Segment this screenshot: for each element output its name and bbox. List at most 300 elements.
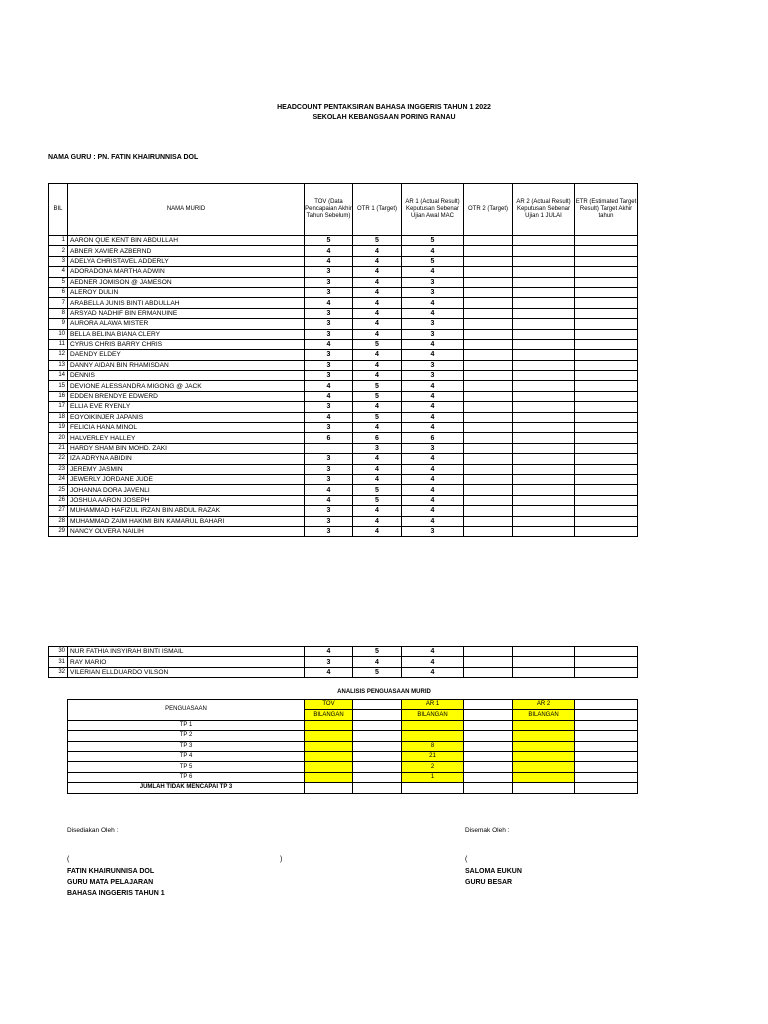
col-etr: ETR (Estimated Target Result) Target Akhir tahun	[575, 184, 638, 236]
student-name: CYRUS CHRIS BARRY CHRIS	[68, 339, 305, 349]
analysis-row	[68, 772, 638, 782]
table-row	[49, 329, 638, 339]
table-row	[49, 236, 638, 246]
otr1-score: 4	[353, 298, 402, 308]
tov-extra	[353, 741, 402, 751]
ar2-score	[513, 474, 575, 484]
col-nama: NAMA MURID	[68, 184, 305, 236]
row-number: 24	[49, 474, 68, 484]
row-number: 31	[49, 657, 68, 667]
ar1-score: 4	[402, 464, 464, 474]
ar2-score	[513, 485, 575, 495]
ar2-extra	[575, 751, 638, 761]
etr-score	[575, 657, 638, 667]
student-name: BELLA BELINA BIANA CLERY	[68, 329, 305, 339]
ar2-score	[513, 256, 575, 266]
otr2-score	[464, 474, 513, 484]
ar1-score: 5	[402, 256, 464, 266]
ar1-score: 3	[402, 360, 464, 370]
ar1-score: 4	[402, 402, 464, 412]
preparer-subject: BAHASA INGGERIS TAHUN 1	[67, 890, 165, 897]
ar2-score	[513, 381, 575, 391]
student-name: ELLIA EVE RYENLY	[68, 402, 305, 412]
ar1-extra	[464, 772, 513, 782]
otr2-score	[464, 485, 513, 495]
tp-label: TP 6	[68, 772, 305, 782]
ar1-score: 6	[402, 433, 464, 443]
otr1-score: 3	[353, 443, 402, 453]
tov-score: 6	[305, 433, 353, 443]
ar1-score: 5	[402, 236, 464, 246]
ar2-score	[513, 526, 575, 536]
ar1-score: 4	[402, 485, 464, 495]
otr2-score	[464, 443, 513, 453]
tov-score: 3	[305, 516, 353, 526]
tov-score: 3	[305, 267, 353, 277]
etr-score	[575, 412, 638, 422]
tp-label: TP 3	[68, 741, 305, 751]
etr-score	[575, 381, 638, 391]
row-number: 16	[49, 391, 68, 401]
ar2-score	[513, 402, 575, 412]
otr1-score: 5	[353, 667, 402, 677]
otr1-score: 4	[353, 256, 402, 266]
student-name: MUHAMMAD ZAIM HAKIMI BIN KAMARUL BAHARI	[68, 516, 305, 526]
ar1-score: 3	[402, 371, 464, 381]
document-title: HEADCOUNT PENTAKSIRAN BAHASA INGGERIS TAHUN 1 2022	[277, 104, 491, 111]
analysis-row	[68, 731, 638, 741]
bilangan-label: BILANGAN	[402, 710, 464, 720]
student-name: DAENDY ELDEY	[68, 350, 305, 360]
otr1-score: 5	[353, 647, 402, 657]
school-name: SEKOLAH KEBANGSAAN PORING RANAU	[312, 114, 456, 121]
table-row	[49, 267, 638, 277]
student-name: EOYOIKINJER JAPANIS	[68, 412, 305, 422]
otr2-score	[464, 329, 513, 339]
student-name: JEREMY JASMIN	[68, 464, 305, 474]
ar2-score	[513, 423, 575, 433]
analysis-row	[68, 751, 638, 761]
col-ar2: AR 2 (Actual Result) Keputusan Sebenar Ujian 1 JULAI	[513, 184, 575, 236]
otr2-score	[464, 423, 513, 433]
otr1-score: 4	[353, 423, 402, 433]
row-number: 27	[49, 506, 68, 516]
otr1-score: 5	[353, 339, 402, 349]
ar2-score	[513, 298, 575, 308]
etr-score	[575, 485, 638, 495]
tov-score: 3	[305, 308, 353, 318]
ar2-score	[513, 339, 575, 349]
tov-count	[305, 741, 353, 751]
tp-label: TP 5	[68, 762, 305, 772]
penguasaan-header: PENGUASAAN	[68, 700, 305, 721]
otr2-score	[464, 350, 513, 360]
row-number: 30	[49, 647, 68, 657]
etr-score	[575, 308, 638, 318]
student-name: HALVERLEY HALLEY	[68, 433, 305, 443]
etr-score	[575, 647, 638, 657]
ar1-score: 4	[402, 381, 464, 391]
row-number: 4	[49, 267, 68, 277]
etr-score	[575, 516, 638, 526]
ar2-score	[513, 308, 575, 318]
row-number: 22	[49, 454, 68, 464]
open-paren: (	[465, 856, 468, 863]
etr-score	[575, 371, 638, 381]
ar1-score: 4	[402, 412, 464, 422]
tov-score: 4	[305, 246, 353, 256]
otr1-score: 4	[353, 267, 402, 277]
students-table-continued	[48, 646, 638, 678]
student-name: VILERIAN ELLDUARDO VILSON	[68, 667, 305, 677]
otr2-score	[464, 371, 513, 381]
otr1-score: 5	[353, 485, 402, 495]
ar1-count: 1	[402, 772, 464, 782]
table-row	[49, 526, 638, 536]
student-name: DENNIS	[68, 371, 305, 381]
tov-extra	[353, 762, 402, 772]
tov-count	[305, 731, 353, 741]
row-number: 21	[49, 443, 68, 453]
ar2-score	[513, 506, 575, 516]
otr1-score: 4	[353, 454, 402, 464]
table-row	[49, 308, 638, 318]
tov-count	[305, 720, 353, 730]
ar2-extra	[575, 731, 638, 741]
otr2-score	[464, 381, 513, 391]
ar1-score: 3	[402, 319, 464, 329]
col-bil: BIL	[49, 184, 68, 236]
ar1-score: 4	[402, 474, 464, 484]
table-row	[49, 464, 638, 474]
otr1-score: 4	[353, 329, 402, 339]
ar1-score: 4	[402, 339, 464, 349]
ar2-extra	[575, 762, 638, 772]
table-row	[49, 371, 638, 381]
tov-score: 3	[305, 423, 353, 433]
table-row	[49, 277, 638, 287]
otr2-score	[464, 433, 513, 443]
otr2-score	[464, 319, 513, 329]
tov-score: 3	[305, 277, 353, 287]
bilangan-label: BILANGAN	[513, 710, 575, 720]
ar2-extra	[575, 772, 638, 782]
student-name: RAY MARIO	[68, 657, 305, 667]
tov-count	[305, 762, 353, 772]
col-otr2: OTR 2 (Target)	[464, 184, 513, 236]
otr1-score: 5	[353, 495, 402, 505]
checked-by-label: Disemak Oleh :	[465, 827, 510, 834]
otr1-score: 4	[353, 277, 402, 287]
otr2-score	[464, 454, 513, 464]
tov-score	[305, 443, 353, 453]
otr1-score: 5	[353, 412, 402, 422]
otr1-score: 5	[353, 381, 402, 391]
tov-score: 4	[305, 256, 353, 266]
analysis-table	[67, 699, 638, 794]
ar1-extra	[464, 720, 513, 730]
checker-name: SALOMA EUKUN	[465, 868, 522, 875]
ar2-score	[513, 433, 575, 443]
otr1-score: 6	[353, 433, 402, 443]
otr1-score: 4	[353, 657, 402, 667]
etr-score	[575, 287, 638, 297]
student-name: ARABELLA JUNIS BINTI ABDULLAH	[68, 298, 305, 308]
otr2-score	[464, 647, 513, 657]
tov-score: 4	[305, 339, 353, 349]
otr2-score	[464, 308, 513, 318]
student-name: IZA ADRYNA ABIDIN	[68, 454, 305, 464]
preparer-name: FATIN KHAIRUNNISA DOL	[67, 868, 155, 875]
student-name: EDDEN BRENDYE EDWERD	[68, 391, 305, 401]
row-number: 32	[49, 667, 68, 677]
otr2-score	[464, 360, 513, 370]
row-number: 9	[49, 319, 68, 329]
ar2-score	[513, 443, 575, 453]
etr-score	[575, 246, 638, 256]
etr-score	[575, 667, 638, 677]
otr1-score: 4	[353, 402, 402, 412]
tov-score: 4	[305, 647, 353, 657]
otr2-score	[464, 412, 513, 422]
ar2-score	[513, 287, 575, 297]
ar1-score: 3	[402, 443, 464, 453]
tov-score: 3	[305, 657, 353, 667]
ar1-score: 4	[402, 647, 464, 657]
otr1-score: 4	[353, 246, 402, 256]
student-name: AEDNER JOMISON @ JAMESON	[68, 277, 305, 287]
student-name: JOHANNA DORA JAVENLI	[68, 485, 305, 495]
ar2-count	[513, 751, 575, 761]
tov-score: 4	[305, 485, 353, 495]
ar1-count	[402, 731, 464, 741]
row-number: 17	[49, 402, 68, 412]
table-row	[49, 339, 638, 349]
student-name: AARON QUE KENT BIN ABDULLAH	[68, 236, 305, 246]
otr1-score: 4	[353, 360, 402, 370]
row-number: 15	[49, 381, 68, 391]
otr1-score: 5	[353, 391, 402, 401]
table-row	[49, 454, 638, 464]
etr-score	[575, 277, 638, 287]
otr1-score: 4	[353, 308, 402, 318]
ar1-score: 4	[402, 516, 464, 526]
row-number: 6	[49, 287, 68, 297]
analysis-ar1-header: AR 1	[402, 700, 464, 710]
tov-count	[305, 751, 353, 761]
tov-score: 3	[305, 506, 353, 516]
row-number: 14	[49, 371, 68, 381]
total-cell	[513, 783, 575, 793]
otr1-score: 4	[353, 319, 402, 329]
ar2-count	[513, 720, 575, 730]
table-row	[49, 495, 638, 505]
otr1-score: 4	[353, 350, 402, 360]
ar1-extra	[464, 731, 513, 741]
ar2-score	[513, 667, 575, 677]
etr-score	[575, 319, 638, 329]
row-number: 19	[49, 423, 68, 433]
student-name: NANCY OLVERA NAILIH	[68, 526, 305, 536]
teacher-name: NAMA GURU : PN. FATIN KHAIRUNNISA DOL	[48, 154, 199, 161]
table-row	[49, 298, 638, 308]
tov-score: 3	[305, 329, 353, 339]
otr2-score	[464, 657, 513, 667]
etr-score	[575, 339, 638, 349]
ar2-count	[513, 762, 575, 772]
otr2-score	[464, 464, 513, 474]
ar1-score: 4	[402, 246, 464, 256]
analysis-total-row	[68, 783, 638, 793]
analysis-row	[68, 762, 638, 772]
row-number: 18	[49, 412, 68, 422]
table-row	[49, 474, 638, 484]
table-row	[49, 402, 638, 412]
tp-label: TP 2	[68, 731, 305, 741]
tov-extra	[353, 720, 402, 730]
student-name: DANNY AIDAN BIN RHAMISDAN	[68, 360, 305, 370]
etr-score	[575, 443, 638, 453]
otr2-score	[464, 246, 513, 256]
tov-extra	[353, 772, 402, 782]
tov-score: 4	[305, 381, 353, 391]
etr-score	[575, 474, 638, 484]
tov-score: 4	[305, 667, 353, 677]
otr1-score: 4	[353, 371, 402, 381]
tp-label: TP 4	[68, 751, 305, 761]
row-number: 7	[49, 298, 68, 308]
otr1-score: 5	[353, 236, 402, 246]
otr2-score	[464, 236, 513, 246]
etr-score	[575, 454, 638, 464]
otr1-score: 4	[353, 464, 402, 474]
ar2-score	[513, 454, 575, 464]
ar1-score: 4	[402, 506, 464, 516]
row-number: 26	[49, 495, 68, 505]
bilangan-label: BILANGAN	[305, 710, 353, 720]
otr1-score: 4	[353, 287, 402, 297]
ar1-count	[402, 720, 464, 730]
table-row	[49, 381, 638, 391]
preparer-role: GURU MATA PELAJARAN	[67, 879, 154, 886]
row-number: 13	[49, 360, 68, 370]
etr-score	[575, 433, 638, 443]
open-paren: (	[67, 856, 70, 863]
ar2-score	[513, 647, 575, 657]
ar1-score: 4	[402, 267, 464, 277]
otr2-score	[464, 267, 513, 277]
ar2-score	[513, 277, 575, 287]
tov-score: 3	[305, 402, 353, 412]
ar1-score: 3	[402, 277, 464, 287]
etr-score	[575, 464, 638, 474]
etr-score	[575, 350, 638, 360]
table-row	[49, 350, 638, 360]
ar1-extra	[464, 741, 513, 751]
tov-score: 3	[305, 350, 353, 360]
row-number: 12	[49, 350, 68, 360]
ar1-score: 4	[402, 454, 464, 464]
total-cell	[402, 783, 464, 793]
col-ar1: AR 1 (Actual Result) Keputusan Sebenar Ujian Awal MAC	[402, 184, 464, 236]
ar1-score: 3	[402, 287, 464, 297]
otr2-score	[464, 516, 513, 526]
ar2-score	[513, 329, 575, 339]
etr-score	[575, 360, 638, 370]
student-name: HARDY SHAM BIN MOHD. ZAKI	[68, 443, 305, 453]
table-row	[49, 360, 638, 370]
student-name: AURORA ALAWA MISTER	[68, 319, 305, 329]
analysis-title: ANALISIS PENGUASAAN MURID	[337, 689, 431, 695]
ar2-score	[513, 350, 575, 360]
otr1-score: 4	[353, 474, 402, 484]
etr-score	[575, 402, 638, 412]
ar1-score: 4	[402, 495, 464, 505]
row-number: 1	[49, 236, 68, 246]
etr-score	[575, 256, 638, 266]
table-row	[49, 423, 638, 433]
tov-score: 4	[305, 412, 353, 422]
etr-score	[575, 506, 638, 516]
student-name: DEVIONE ALESSANDRA MIGONG @ JACK	[68, 381, 305, 391]
ar2-score	[513, 464, 575, 474]
table-row	[49, 287, 638, 297]
table-row	[49, 412, 638, 422]
ar1-count: 2	[402, 762, 464, 772]
etr-score	[575, 526, 638, 536]
ar2-extra	[575, 720, 638, 730]
ar1-score: 4	[402, 308, 464, 318]
table-row	[49, 506, 638, 516]
ar2-score	[513, 267, 575, 277]
row-number: 3	[49, 256, 68, 266]
total-cell	[353, 783, 402, 793]
student-name: ADORADONA MARTHA ADWIN	[68, 267, 305, 277]
otr2-score	[464, 495, 513, 505]
analysis-tov-header: TOV	[305, 700, 353, 710]
tov-score: 3	[305, 319, 353, 329]
etr-score	[575, 267, 638, 277]
tov-score: 3	[305, 474, 353, 484]
table-row	[49, 433, 638, 443]
ar2-score	[513, 412, 575, 422]
otr2-score	[464, 277, 513, 287]
prepared-by-label: Disediakan Oleh :	[67, 827, 119, 834]
otr2-score	[464, 287, 513, 297]
row-number: 8	[49, 308, 68, 318]
table-row	[49, 319, 638, 329]
tov-score: 4	[305, 495, 353, 505]
tov-extra	[353, 731, 402, 741]
etr-score	[575, 391, 638, 401]
ar1-score: 4	[402, 298, 464, 308]
ar1-score: 3	[402, 526, 464, 536]
ar1-count: 21	[402, 751, 464, 761]
analysis-ar2-header: AR 2	[513, 700, 575, 710]
otr2-score	[464, 526, 513, 536]
student-name: JEWERLY JORDANE JUDE	[68, 474, 305, 484]
ar2-count	[513, 772, 575, 782]
table-row	[49, 246, 638, 256]
ar2-score	[513, 246, 575, 256]
col-tov: TOV (Data Pencapaian Akhir Tahun Sebelum)	[305, 184, 353, 236]
otr2-score	[464, 667, 513, 677]
ar1-score: 4	[402, 423, 464, 433]
tov-score: 4	[305, 298, 353, 308]
etr-score	[575, 495, 638, 505]
ar2-count	[513, 741, 575, 751]
etr-score	[575, 423, 638, 433]
